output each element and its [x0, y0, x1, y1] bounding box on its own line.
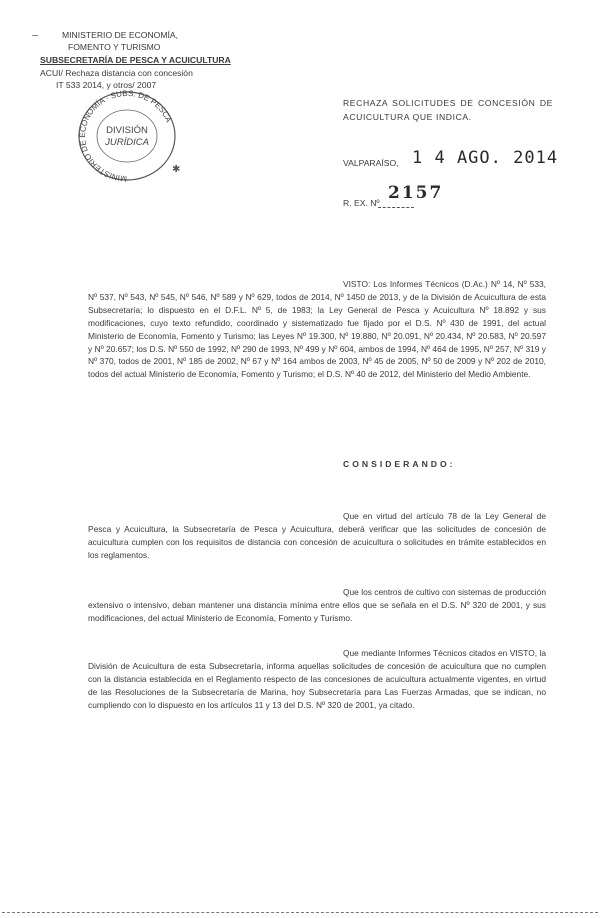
place-label: VALPARAÍSO,	[343, 158, 399, 168]
subsecretaria-name: SUBSECRETARÍA DE PESCA Y ACUICULTURA	[40, 55, 231, 65]
resolution-prefix: R. EX. Nº	[343, 198, 380, 208]
considerando-heading: CONSIDERANDO:	[343, 459, 456, 469]
visto-paragraph: VISTO: Los Informes Técnicos (D.Ac.) Nº 14, Nº 533, Nº 537, Nº 543, Nº 545, Nº 546, Nº 589 y Nº 629, todos de 2014, Nº 1450 de 2013, y de la División de Acuicultura de esta Subsecretaría; lo dispuesto en el D.F.L. Nº 5, de 1983; la Ley General de Pesca y Acuicultura Nº 18.892 y sus modificaciones, cuyo texto refundido, coordinado y sistematizado fue fijado por el D.S. Nº 430 de 1991, del actual Ministerio de Economía, Fomento y Turismo; las Leyes Nº 19.300, Nº 19.880, Nº 20.091, Nº 20.434, Nº 20.583, Nº 20.597 y Nº 20.657; los D.S. Nº 550 de 1992, Nº 290 de 1993, Nº 499 y Nº 604, ambos de 1994, Nº 464 de 1995, Nº 257, Nº 319 y Nº 370, todos de 2001, Nº 185 de 2002, Nº 67 y Nº 164 ambos de 2003, Nº 45 de 2005, Nº 50 de 2009 y Nº 202 de 2010, todos del actual Ministerio de Economía, Fomento y Turismo; el D.S. Nº 40 de 2012, del Ministerio del Medio Ambiente.	[88, 279, 546, 380]
reference-line-2: IT 533 2014, y otros/ 2007	[56, 80, 157, 90]
resolution-number: 2157	[388, 183, 444, 203]
corner-mark	[32, 35, 38, 36]
stamp-center-line-2: JURÍDICA	[105, 137, 149, 148]
ministry-line-2: FOMENTO Y TURISMO	[68, 42, 161, 52]
considerando-paragraph-3: Que mediante Informes Técnicos citados en VISTO, la División de Acuicultura de esta Subsecretaría, informa aquellas solicitudes de concesión de acuicultura que no cumplen con la distancia establecida en el Reglamento respecto de las concesiones de acuicultura actualmente vigentes, en virtud de las Resoluciones de la Subsecretaría de Marina, hoy Subsecretaría para Las Fuerzas Armadas, que se indican, no cumpliendo con lo dispuesto en los artículos 11 y 13 del D.S. Nº 320 de 2001, ya citado.	[88, 648, 546, 710]
page-bottom-edge	[2, 912, 598, 913]
stamp-star-icon: ✱	[172, 164, 181, 175]
reference-line-1: ACUI/ Rechaza distancia con concesión	[40, 68, 193, 78]
division-juridica-stamp	[68, 86, 186, 186]
resolution-underline	[378, 207, 414, 208]
considerando-paragraph-2: Que los centros de cultivo con sistemas de producción extensivo o intensivo, deban mantener una distancia mínima entre ellos que se señala en el D.S. Nº 320 de 2001, y sus modificaciones, del actual Ministerio de Economía, Fomento y Turismo.	[88, 587, 546, 623]
date-stamp: 1 4 AGO. 2014	[412, 148, 559, 168]
stamp-ring-text: MINISTERIO DE ECONOMÍA · SUBS. DE PESCA	[78, 88, 174, 184]
stamp-center-line-1: DIVISIÓN	[106, 125, 148, 136]
ministry-line-1: MINISTERIO DE ECONOMÍA,	[62, 30, 179, 40]
document-subject: RECHAZA SOLICITUDES DE CONCESIÓN DE ACUICULTURA QUE INDICA.	[343, 98, 553, 122]
considerando-paragraph-1: Que en virtud del artículo 78 de la Ley General de Pesca y Acuicultura, la Subsecretaría de Pesca y Acuicultura, deberá verificar que las solicitudes de concesión de acuicultura cumplen con los requisitos de distancia con concesión de acuicultura o solicitudes en trámite establecidos en los reglamentos.	[88, 511, 546, 560]
